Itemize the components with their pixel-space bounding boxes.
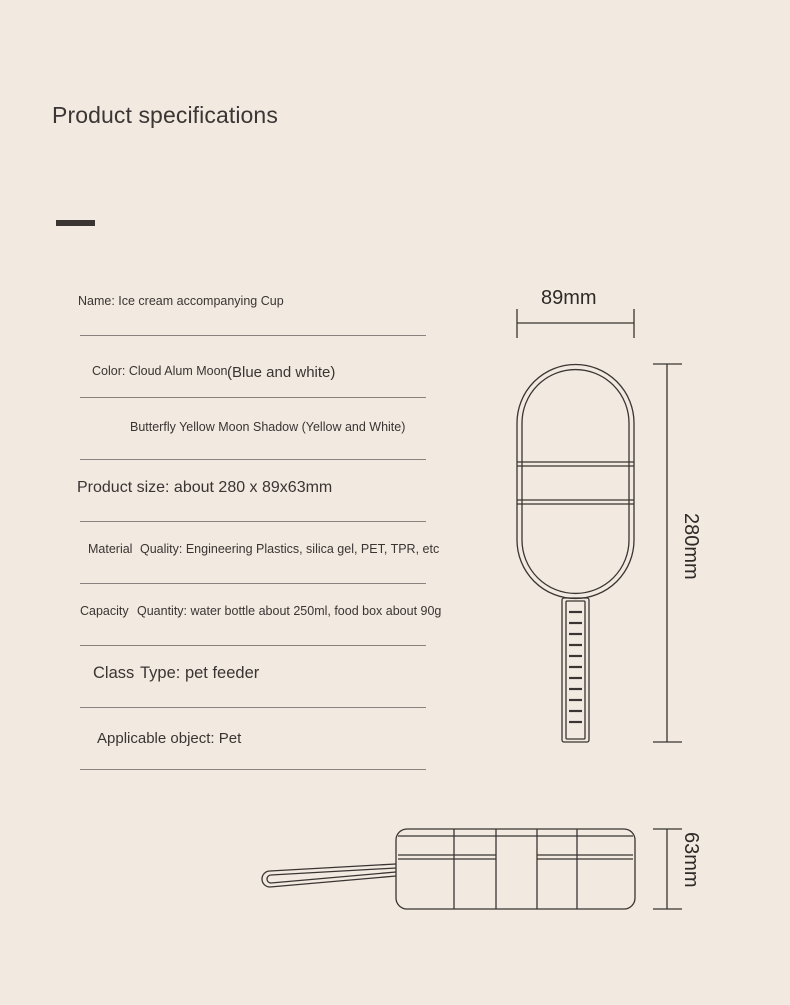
handle-grip-marks: [569, 612, 582, 722]
top-view-drawing: [517, 365, 634, 742]
spec-material-label: Material: [88, 542, 133, 556]
spec-color-value: (Blue and white): [227, 364, 336, 381]
side-view-drawing: [262, 829, 635, 909]
length-dimension-line: [653, 364, 682, 742]
dimension-width-label: 89mm: [541, 287, 597, 309]
spec-material-value: Quality: Engineering Plastics, silica gel, PET, TPR, etc: [140, 542, 440, 556]
spec-class-label: Class: [93, 664, 135, 682]
width-dimension-line: [517, 309, 634, 338]
page-title: Product specifications: [52, 102, 278, 128]
spec-color-second: Butterfly Yellow Moon Shadow (Yellow and White): [130, 420, 406, 434]
spec-color-label: Color: Cloud Alum Moon: [92, 364, 228, 378]
spec-capacity-value: Quantity: water bottle about 250ml, food box about 90g: [137, 604, 442, 618]
spec-name: Name: Ice cream accompanying Cup: [78, 294, 284, 308]
spec-size: Product size: about 280 x 89x63mm: [77, 479, 333, 496]
spec-class-value: Type: pet feeder: [140, 664, 260, 682]
height-dimension-line: [653, 829, 682, 909]
spec-applicable: Applicable object: Pet: [97, 730, 242, 747]
dimension-length-label: 280mm: [680, 513, 702, 580]
dimension-height-label: 63mm: [680, 832, 702, 888]
spec-capacity-label: Capacity: [80, 604, 129, 618]
